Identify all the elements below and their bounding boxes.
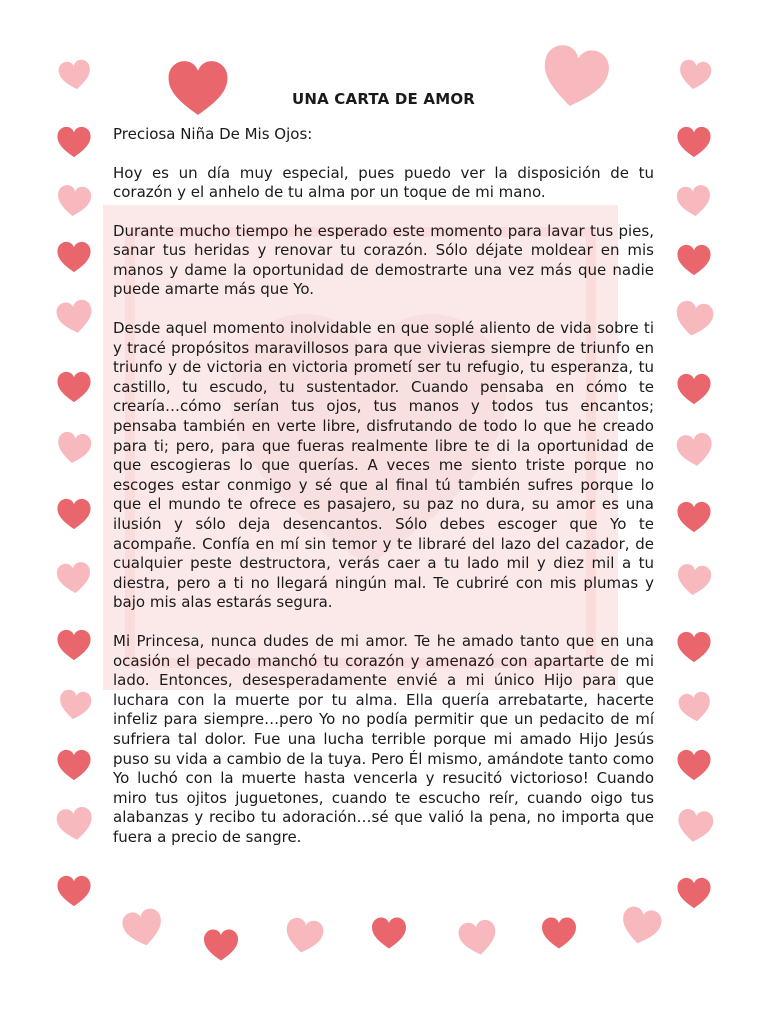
heart-icon: [676, 876, 712, 910]
heart-icon: [674, 560, 714, 600]
heart-icon: [676, 372, 712, 406]
letter-paragraph: Hoy es un día muy especial, pues puedo ver la disposición de tu corazón y el anhelo de tu alma por un toque de mi mano.: [113, 163, 654, 202]
heart-icon: [281, 913, 327, 959]
heart-icon: [56, 686, 94, 724]
heart-icon: [54, 428, 95, 469]
heart-icon: [671, 297, 717, 341]
heart-icon: [674, 806, 717, 847]
letter-paragraph: Mi Princesa, nunca dudes de mi amor. Te he amado tanto que en una ocasión el pecado manchó tu corazón y amenazó con apartarte de mi lado. Entonces, desesperadamente envié a mi único Hijo para que luchara con la muerte por tu alma. Ella quería arrebatarte, hacerte infeliz para siempre…pero Yo no podía permitir que un pedacito de mí sufriera tal dolor. Fue una lucha terrible porque mi amado Hijo Jesús puso su vida a cambio de la tuya. Pero Él mismo, amándote tanto como Yo luchó con la muerte hasta vencerla y resucitó victorioso! Cuando miro tus ojitos juguetones, cuando te escucho reír, cuando oigo tus alabanzas y recibo tu adoración…sé que valió la pena, no importa que fuera a precio de sangre.: [113, 631, 654, 846]
heart-icon: [674, 430, 717, 471]
heart-icon: [676, 500, 712, 534]
heart-icon: [540, 916, 578, 950]
letter-paragraph: Desde aquel momento inolvidable en que soplé aliento de vida sobre ti y tracé propósitos maravillosos para que vivieras siempre de triunfo en triunfo y de victoria en victoria prometí ser tu refugio, tu esperanza, tu castillo, tu escudo, tu sustentador. Cuando pensaba en cómo te crearía…cómo serían tus ojos, tus manos y todos tus encantos; pensaba también en verte libre, disfrutando de todo lo que he creado para ti; pero, para que fueras realmente libre te di la oportunidad de que escogieras lo que querías. A veces me siento triste porque no escoges estar conmigo y sé que al final tú también sufres porque lo que el mundo te ofrece es pasajero, su paz no dura, su amor es una ilusión y sólo deja desencantos. Sólo debes escoger que Yo te acompañe. Confía en mí sin temor y te libraré del lazo del cazador, de cualquier peste destructora, verás caer a tu lado mil y diez mil a tu diestra, pero a ti no llegará ningún mal. Te cubriré con mis plumas y bajo mis alas estarás segura.: [113, 319, 654, 612]
heart-icon: [56, 56, 94, 94]
heart-icon: [56, 370, 92, 404]
heart-icon: [616, 902, 665, 950]
heart-icon: [676, 748, 712, 782]
heart-icon: [370, 916, 408, 950]
heart-icon: [676, 125, 712, 159]
letter-paragraph: Durante mucho tiempo he esperado este momento para lavar tus pies, sanar tus heridas y renovar tu corazón. Sólo déjate moldear en mis manos y dame la oportunidad de demostrarte una vez más que nadie puede amarte más que Yo.: [113, 221, 654, 299]
heart-icon: [56, 125, 92, 159]
heart-icon: [676, 56, 714, 94]
heart-icon: [54, 182, 93, 220]
heart-icon: [676, 630, 712, 664]
heart-icon: [674, 182, 713, 220]
heart-icon: [56, 874, 92, 908]
heart-icon: [676, 688, 714, 726]
heart-icon: [56, 240, 92, 274]
heart-icon: [455, 915, 501, 961]
letter: [113, 90, 654, 867]
letter-greeting: Preciosa Niña De Mis Ojos:: [113, 125, 313, 143]
heart-icon: [54, 804, 97, 845]
heart-icon: [56, 628, 92, 662]
heart-icon: [56, 497, 92, 531]
heart-icon: [56, 748, 92, 782]
heart-icon: [202, 928, 240, 962]
heart-icon: [118, 904, 167, 952]
heart-icon: [53, 295, 97, 339]
heart-icon: [54, 558, 94, 598]
letter-title: UNA CARTA DE AMOR: [291, 90, 476, 108]
heart-icon: [676, 243, 712, 277]
